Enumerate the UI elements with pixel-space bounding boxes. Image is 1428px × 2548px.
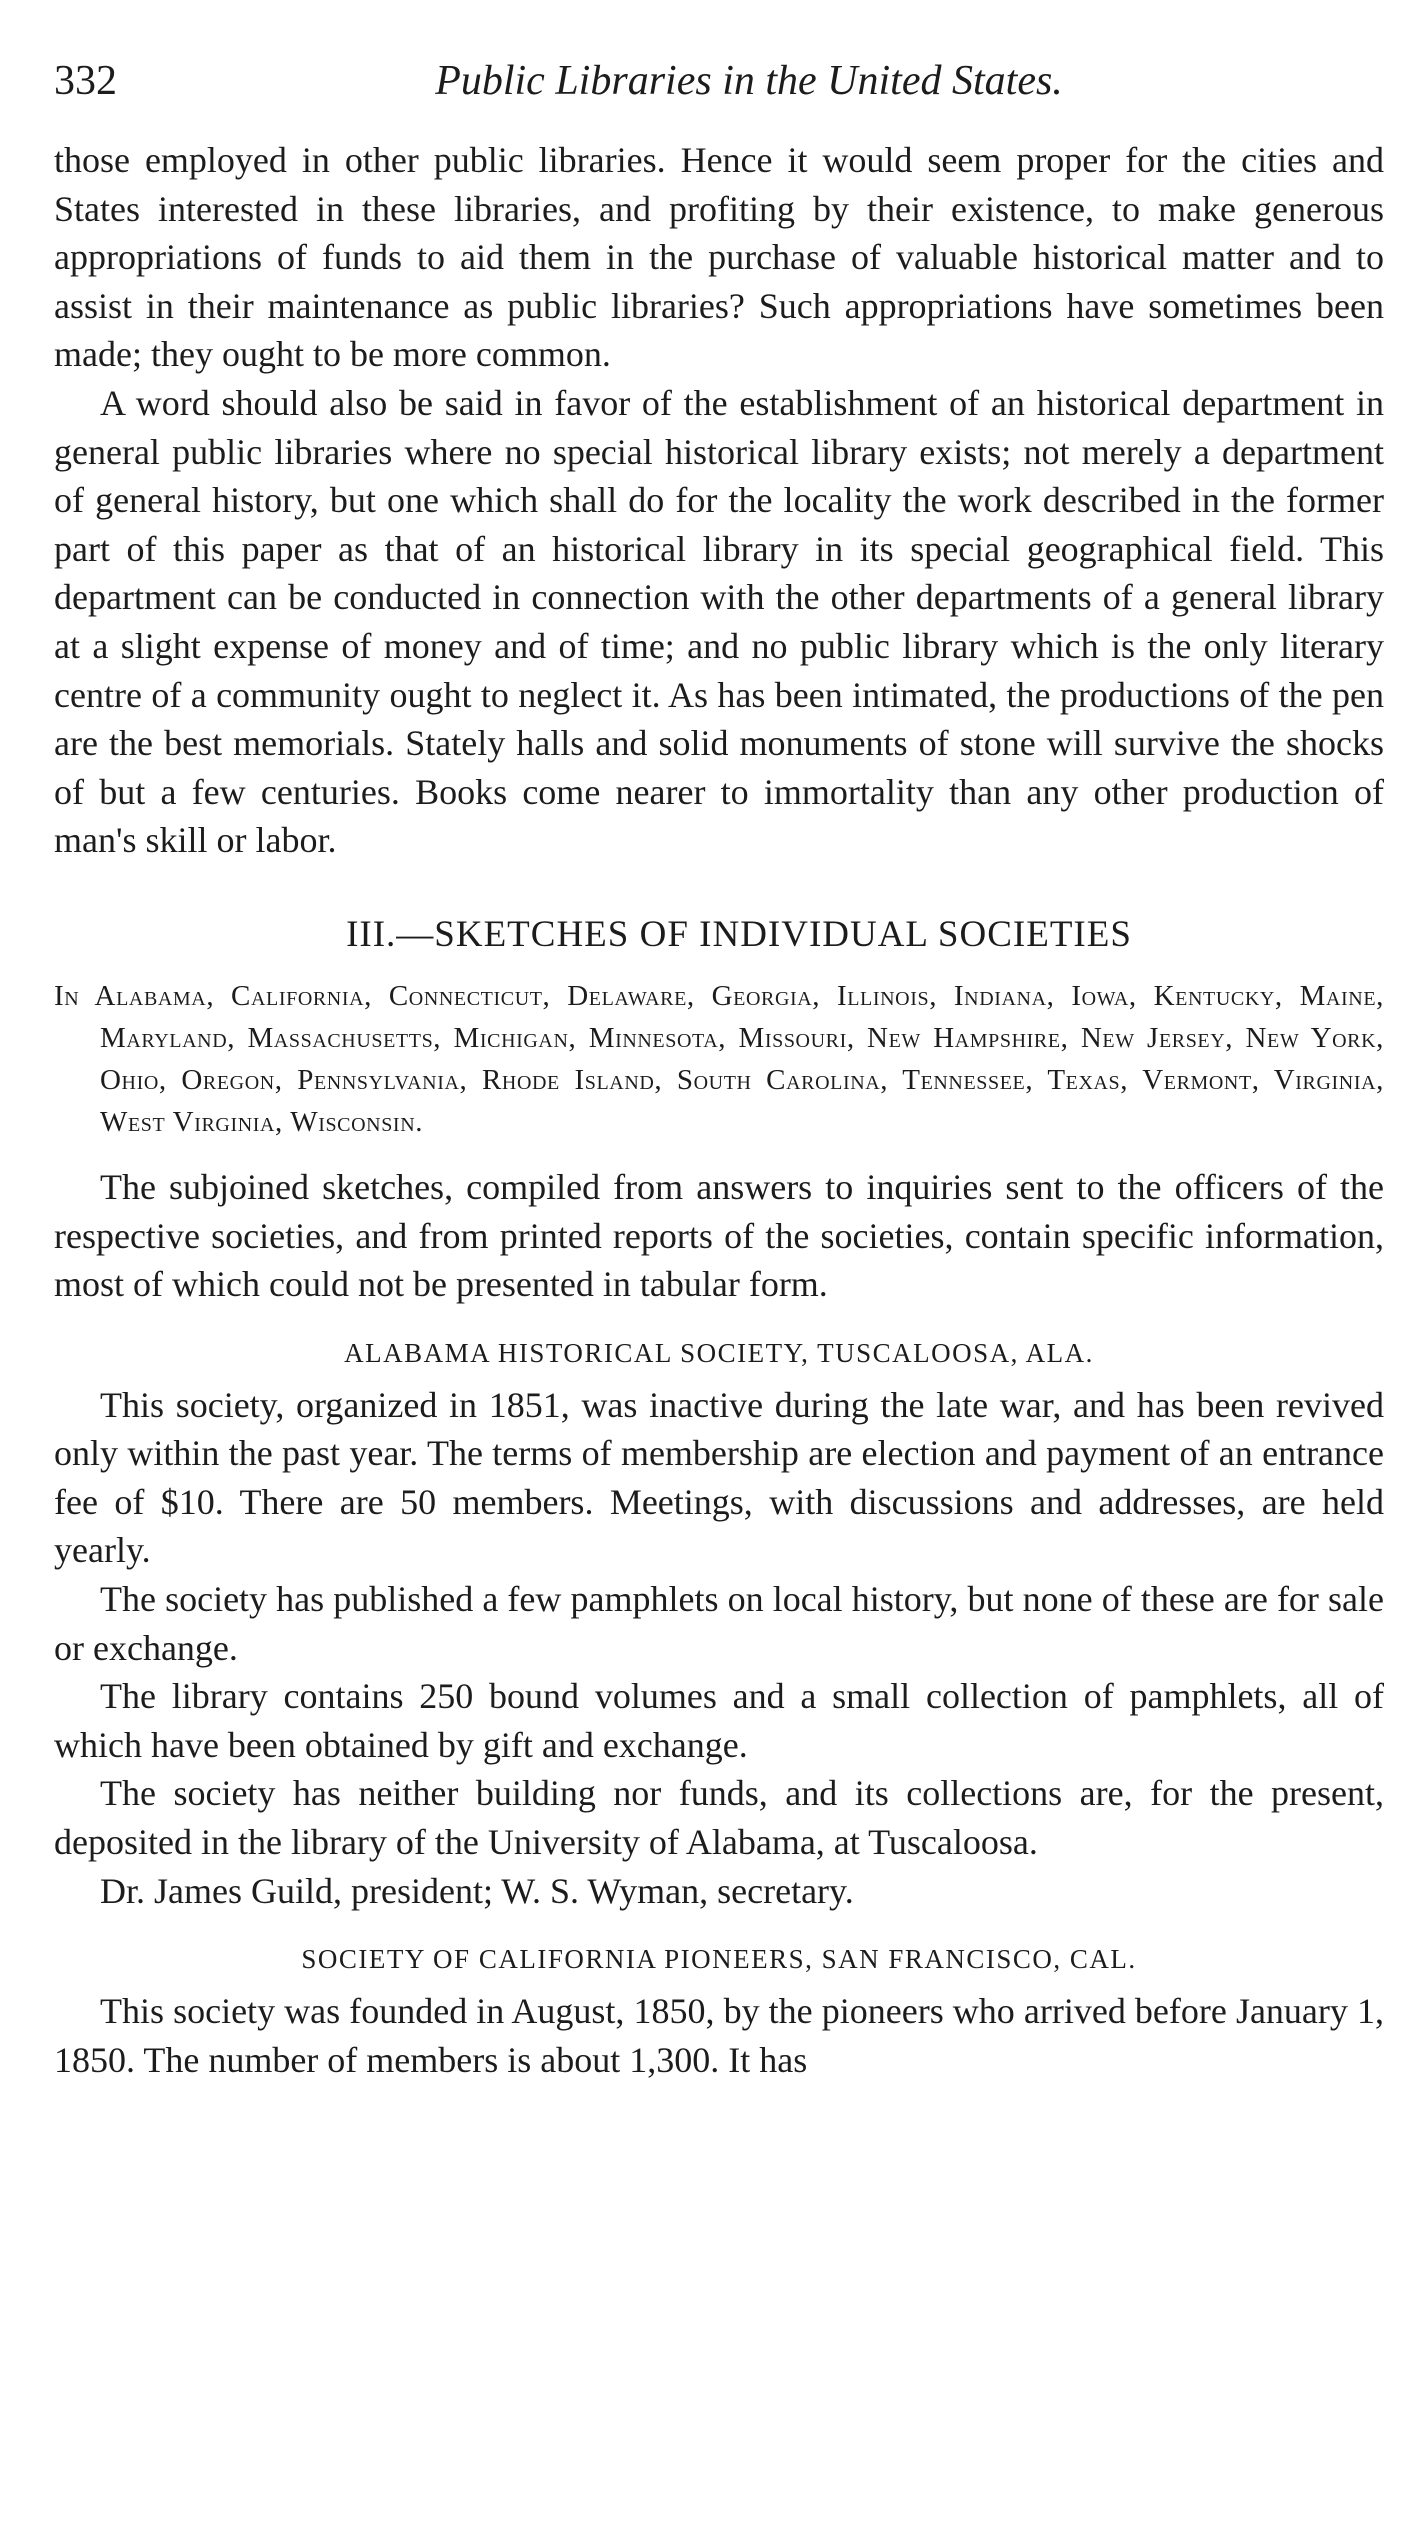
alabama-paragraph: The society has published a few pamphlets on local history, but none of these are for sale or exchange. <box>54 1579 1384 1668</box>
running-title: Public Libraries in the United States. <box>435 58 1063 104</box>
society-heading-alabama: ALABAMA HISTORICAL SOCIETY, TUSCALOOSA, ALA. <box>344 1337 1094 1368</box>
society-heading-california: SOCIETY OF CALIFORNIA PIONEERS, SAN FRANCISCO, CAL. <box>301 1944 1137 1975</box>
alabama-paragraph: The library contains 250 bound volumes and a small collection of pamphlets, all of which have been obtained by gift and exchange. <box>54 1676 1384 1765</box>
california-paragraph: This society was founded in August, 1850, by the pioneers who arrived before January 1, 1850. The number of members is about 1,300. It has <box>54 1991 1384 2080</box>
page-body <box>54 136 1384 2084</box>
book-page <box>54 50 1384 2084</box>
alabama-officers: Dr. James Guild, president; W. S. Wyman, secretary. <box>100 1870 854 1911</box>
state-list: In Alabama, California, Connecticut, Delaware, Georgia, Illinois, Indiana, Iowa, Kentucky, Maine, Maryland, Massachusetts, Michigan, Minnesota, Missouri, New Hampshire, New Jersey, New York, Ohio, Oregon, Pennsylvania, Rhode Island, South Carolina, Tennessee, Texas, Vermont, Virginia, West Virginia, Wisconsin. <box>54 979 1384 1138</box>
section-intro: The subjoined sketches, compiled from answers to inquiries sent to the officers of the respective societies, and from printed reports of the societies, contain specific information, most of which could not be presented in tabular form. <box>54 1166 1384 1305</box>
paragraph-historical-department: A word should also be said in favor of the establishment of an historical department in general public libraries where no special historical library exists; not merely a department of general history, but one which shall do for the locality the work described in the former part of this paper as that of an historical library in its special geographical field. This department can be conducted in connection with the other departments of a general library at a slight expense of money and of time; and no public library which is the only literary centre of a community ought to neglect it. As has been intimated, the productions of the pen are the best memorials. Stately halls and solid monuments of stone will survive the shocks of but a few centuries. Books come nearer to immortality than any other production of man's skill or labor. <box>54 382 1384 861</box>
alabama-paragraph: This society, organized in 1851, was inactive during the late war, and has been revived only within the past year. The terms of membership are election and payment of an entrance fee of $10. There are 50 members. Meetings, with discussions and addresses, are held yearly. <box>54 1384 1384 1571</box>
page-number: 332 <box>54 58 117 104</box>
alabama-paragraph: The society has neither building nor funds, and its collections are, for the present, deposited in the library of the University of Alabama, at Tuscaloosa. <box>54 1773 1384 1863</box>
running-head <box>54 50 1384 112</box>
section-heading: III.—SKETCHES OF INDIVIDUAL SOCIETIES <box>346 913 1132 955</box>
paragraph-continuation: those employed in other public libraries. Hence it would seem proper for the cities and States interested in these libraries, and profiting by their existence, to make generous appropriations of funds to aid them in the purchase of valuable historical matter and to assist in their maintenance as public libraries? Such appropriations have sometimes been made; they ought to be more common. <box>54 140 1384 375</box>
